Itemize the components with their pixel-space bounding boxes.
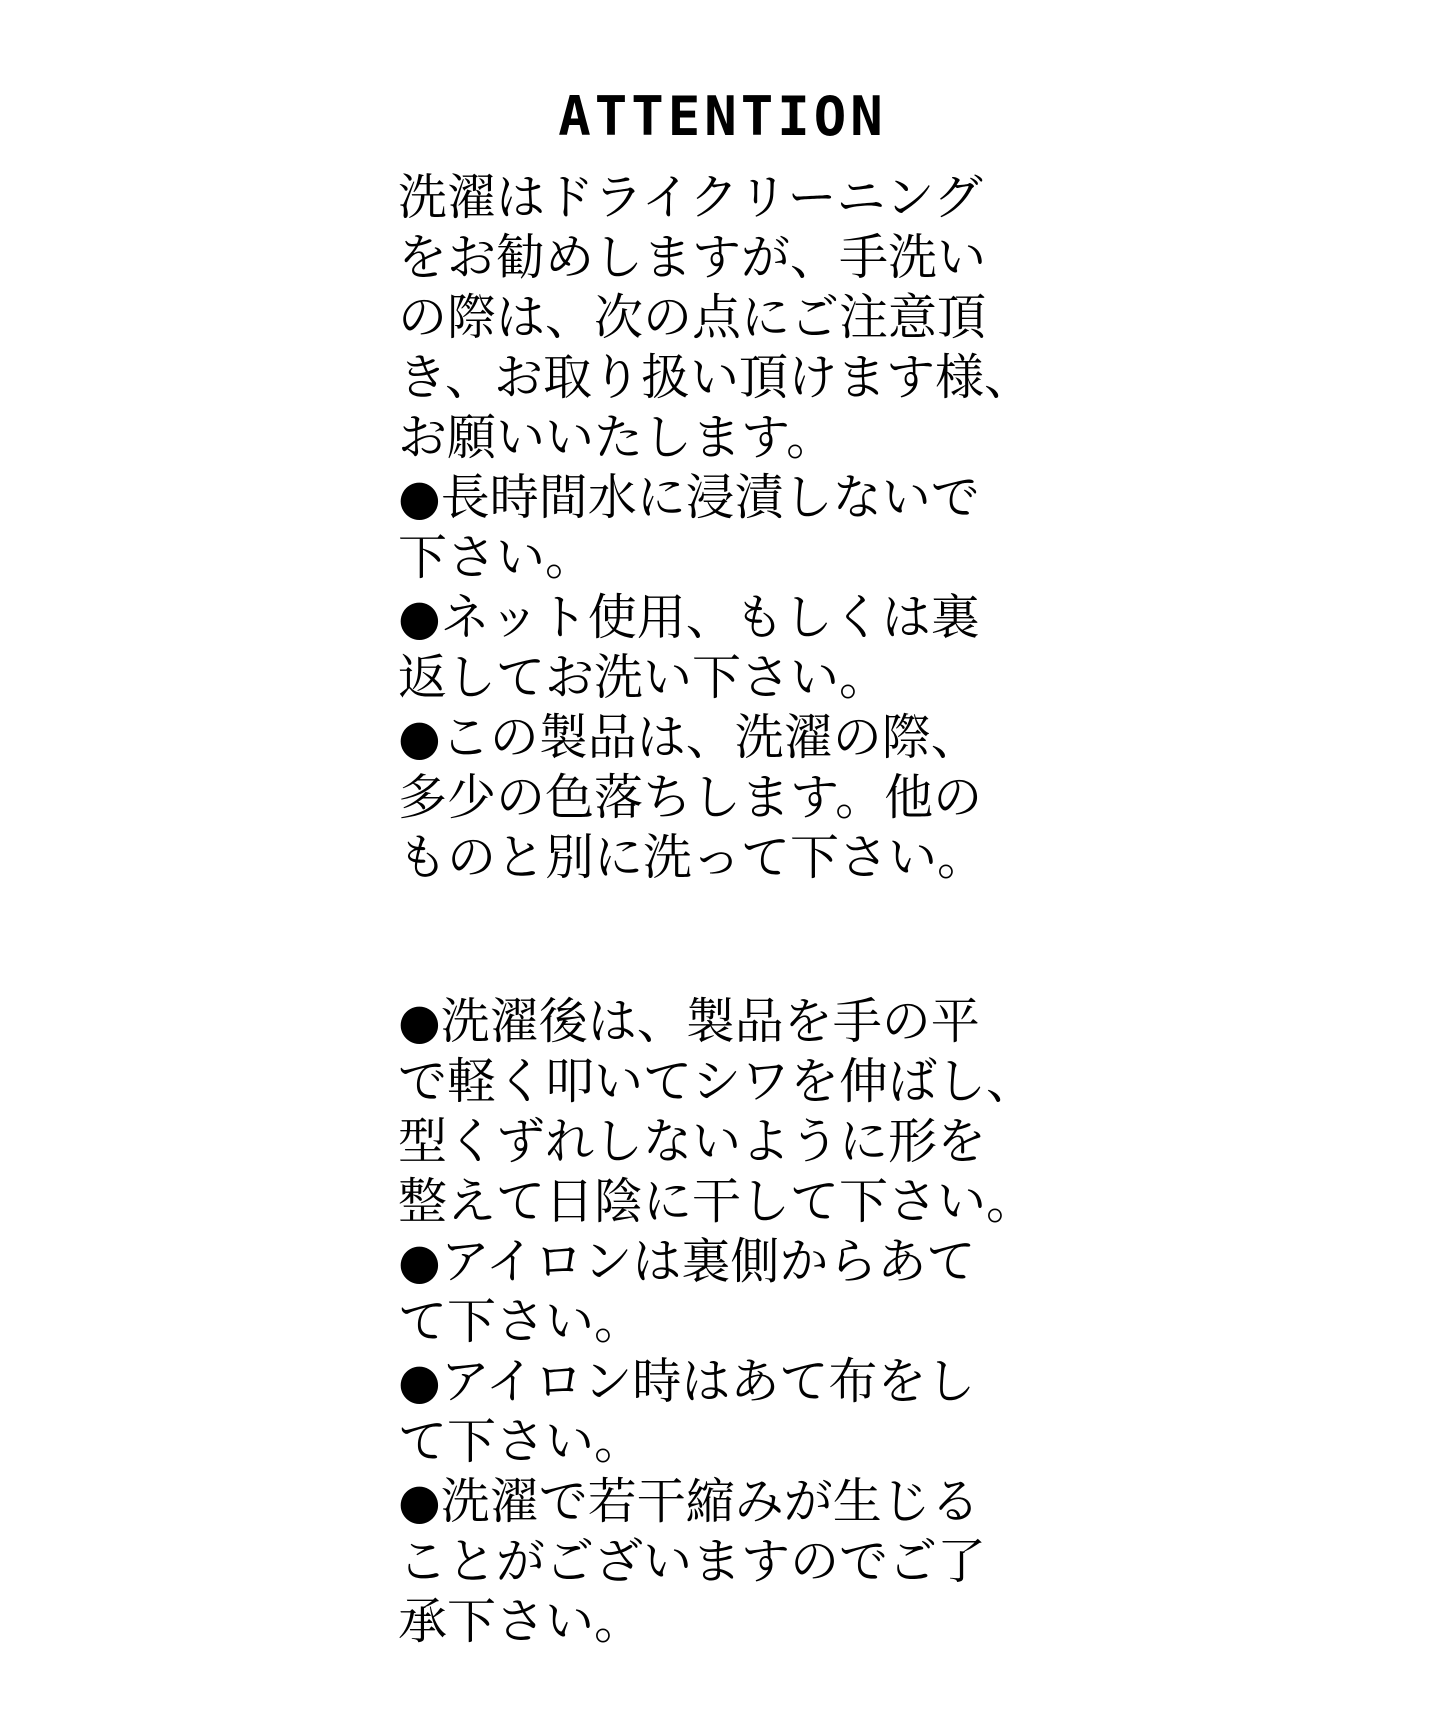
- text-line: お願いいたします。: [398, 409, 836, 466]
- text-line: 型くずれしないように形を: [398, 1113, 987, 1170]
- bullet-line: ●アイロン時はあて布をし: [398, 1353, 976, 1410]
- text-line: 返してお洗い下さい。: [398, 649, 889, 706]
- text-line: 下さい。: [398, 529, 595, 586]
- text-line: 洗濯はドライクリーニング: [398, 169, 983, 226]
- text-line: 多少の色落ちします。他の: [398, 769, 983, 826]
- text-line: 承下さい。: [398, 1593, 644, 1650]
- bullet-line: ●洗濯後は、製品を手の平: [398, 993, 980, 1050]
- care-instructions-section-2: [398, 992, 1098, 1652]
- text-line: で軽く叩いてシワを伸ばし、: [398, 1053, 1036, 1110]
- text-line: ものと別に洗って下さい。: [398, 829, 987, 886]
- bullet-line: ●この製品は、洗濯の際、: [398, 709, 980, 766]
- text-line: て下さい。: [398, 1413, 644, 1470]
- text-line: の際は、次の点にご注意頂: [398, 289, 987, 346]
- page-title: ATTENTION: [558, 85, 887, 148]
- text-line: き、お取り扱い頂けます様、: [398, 349, 1034, 406]
- text-line: をお勧めしますが、手洗い: [398, 229, 987, 286]
- bullet-line: ●ネット使用、もしくは裏: [398, 589, 980, 646]
- text-line: て下さい。: [398, 1293, 644, 1350]
- bullet-line: ●アイロンは裏側からあて: [398, 1233, 976, 1290]
- bullet-line: ●洗濯で若干縮みが生じる: [398, 1473, 980, 1530]
- bullet-line: ●長時間水に浸漬しないで: [398, 469, 980, 526]
- text-line: ことがございますのでご了: [398, 1533, 987, 1590]
- text-line: 整えて日陰に干して下さい。: [398, 1173, 1036, 1230]
- care-instructions-section-1: [398, 168, 1098, 888]
